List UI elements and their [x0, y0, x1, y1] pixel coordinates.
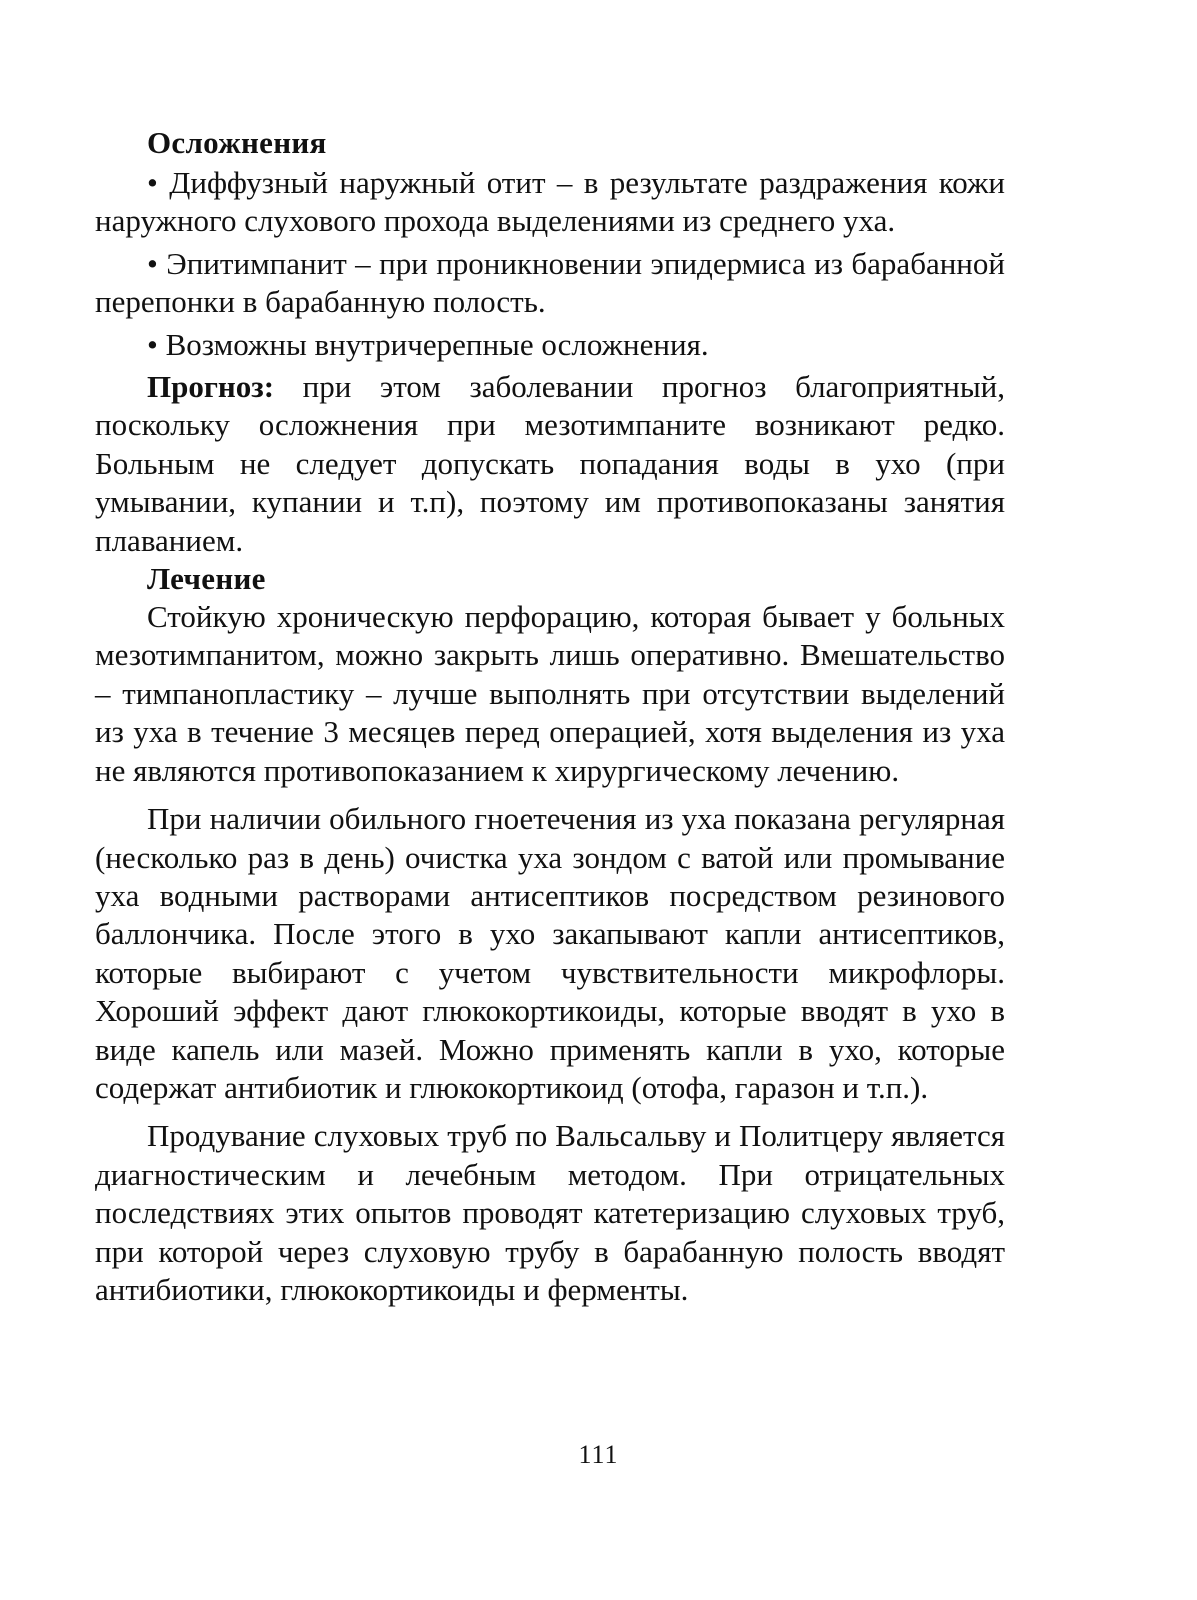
- treatment-paragraph-cleaning: При наличии обильного гноетечения из уха показана регулярная (несколько раз в день) очистка уха зондом с ватой или промывание уха водными растворами антисептиков посредством резинового баллончика. После этого в ухо закапывают капли антисептиков, которые выбирают с учетом чувствительности микрофлоры. Хороший эффект дают глюкокортикоиды, которые вводят в ухо в виде капель или мазей. Можно применять капли в ухо, которые содержат антибиотик и глюкокортикоид (отофа, гаразон и т.п.).: [95, 801, 1005, 1105]
- prognosis-text: при этом заболевании прогноз благоприятный, поскольку осложнения при мезотимпаните возникают редко. Больным не следует допускать попадания воды в ухо (при умывании, купании и т.п), поэтому им противопоказаны занятия плаванием.: [95, 369, 1005, 558]
- treatment-heading: Лечение: [147, 561, 266, 597]
- treatment-paragraph-insufflation: Продувание слуховых труб по Вальсальву и Политцеру является диагностическим и лечебным методом. При отрицательных последствиях этих опытов проводят катетеризацию слуховых труб, при которой через слуховую трубу в барабанную полость вводят антибиотики, глюкокортикоиды и ферменты.: [95, 1118, 1005, 1307]
- prognosis-label: Прогноз:: [147, 369, 275, 405]
- complication-item-otitis: • Диффузный наружный отит – в результате раздражения кожи наружного слухового прохода выделениями из среднего уха.: [95, 165, 1005, 239]
- page-number: 111: [578, 1440, 619, 1469]
- page-body: [95, 124, 1005, 1309]
- complications-heading: Осложнения: [147, 125, 327, 160]
- prognosis-paragraph: [95, 368, 1005, 560]
- complication-item-intracranial: • Возможны внутричерепные осложнения.: [147, 326, 709, 362]
- treatment-paragraph-surgery: Стойкую хроническую перфорацию, которая бывает у больных мезотимпанитом, можно закрыть лишь оперативно. Вмешательство – тимпанопластику – лучше выполнять при отсутствии выделений из уха в течение 3 месяцев перед операцией, хотя выделения из уха не являются противопоказанием к хирургическому лечению.: [95, 599, 1005, 788]
- complication-item-epitympanitis: • Эпитимпанит – при проникновении эпидермиса из барабанной перепонки в барабанную полость.: [95, 245, 1005, 320]
